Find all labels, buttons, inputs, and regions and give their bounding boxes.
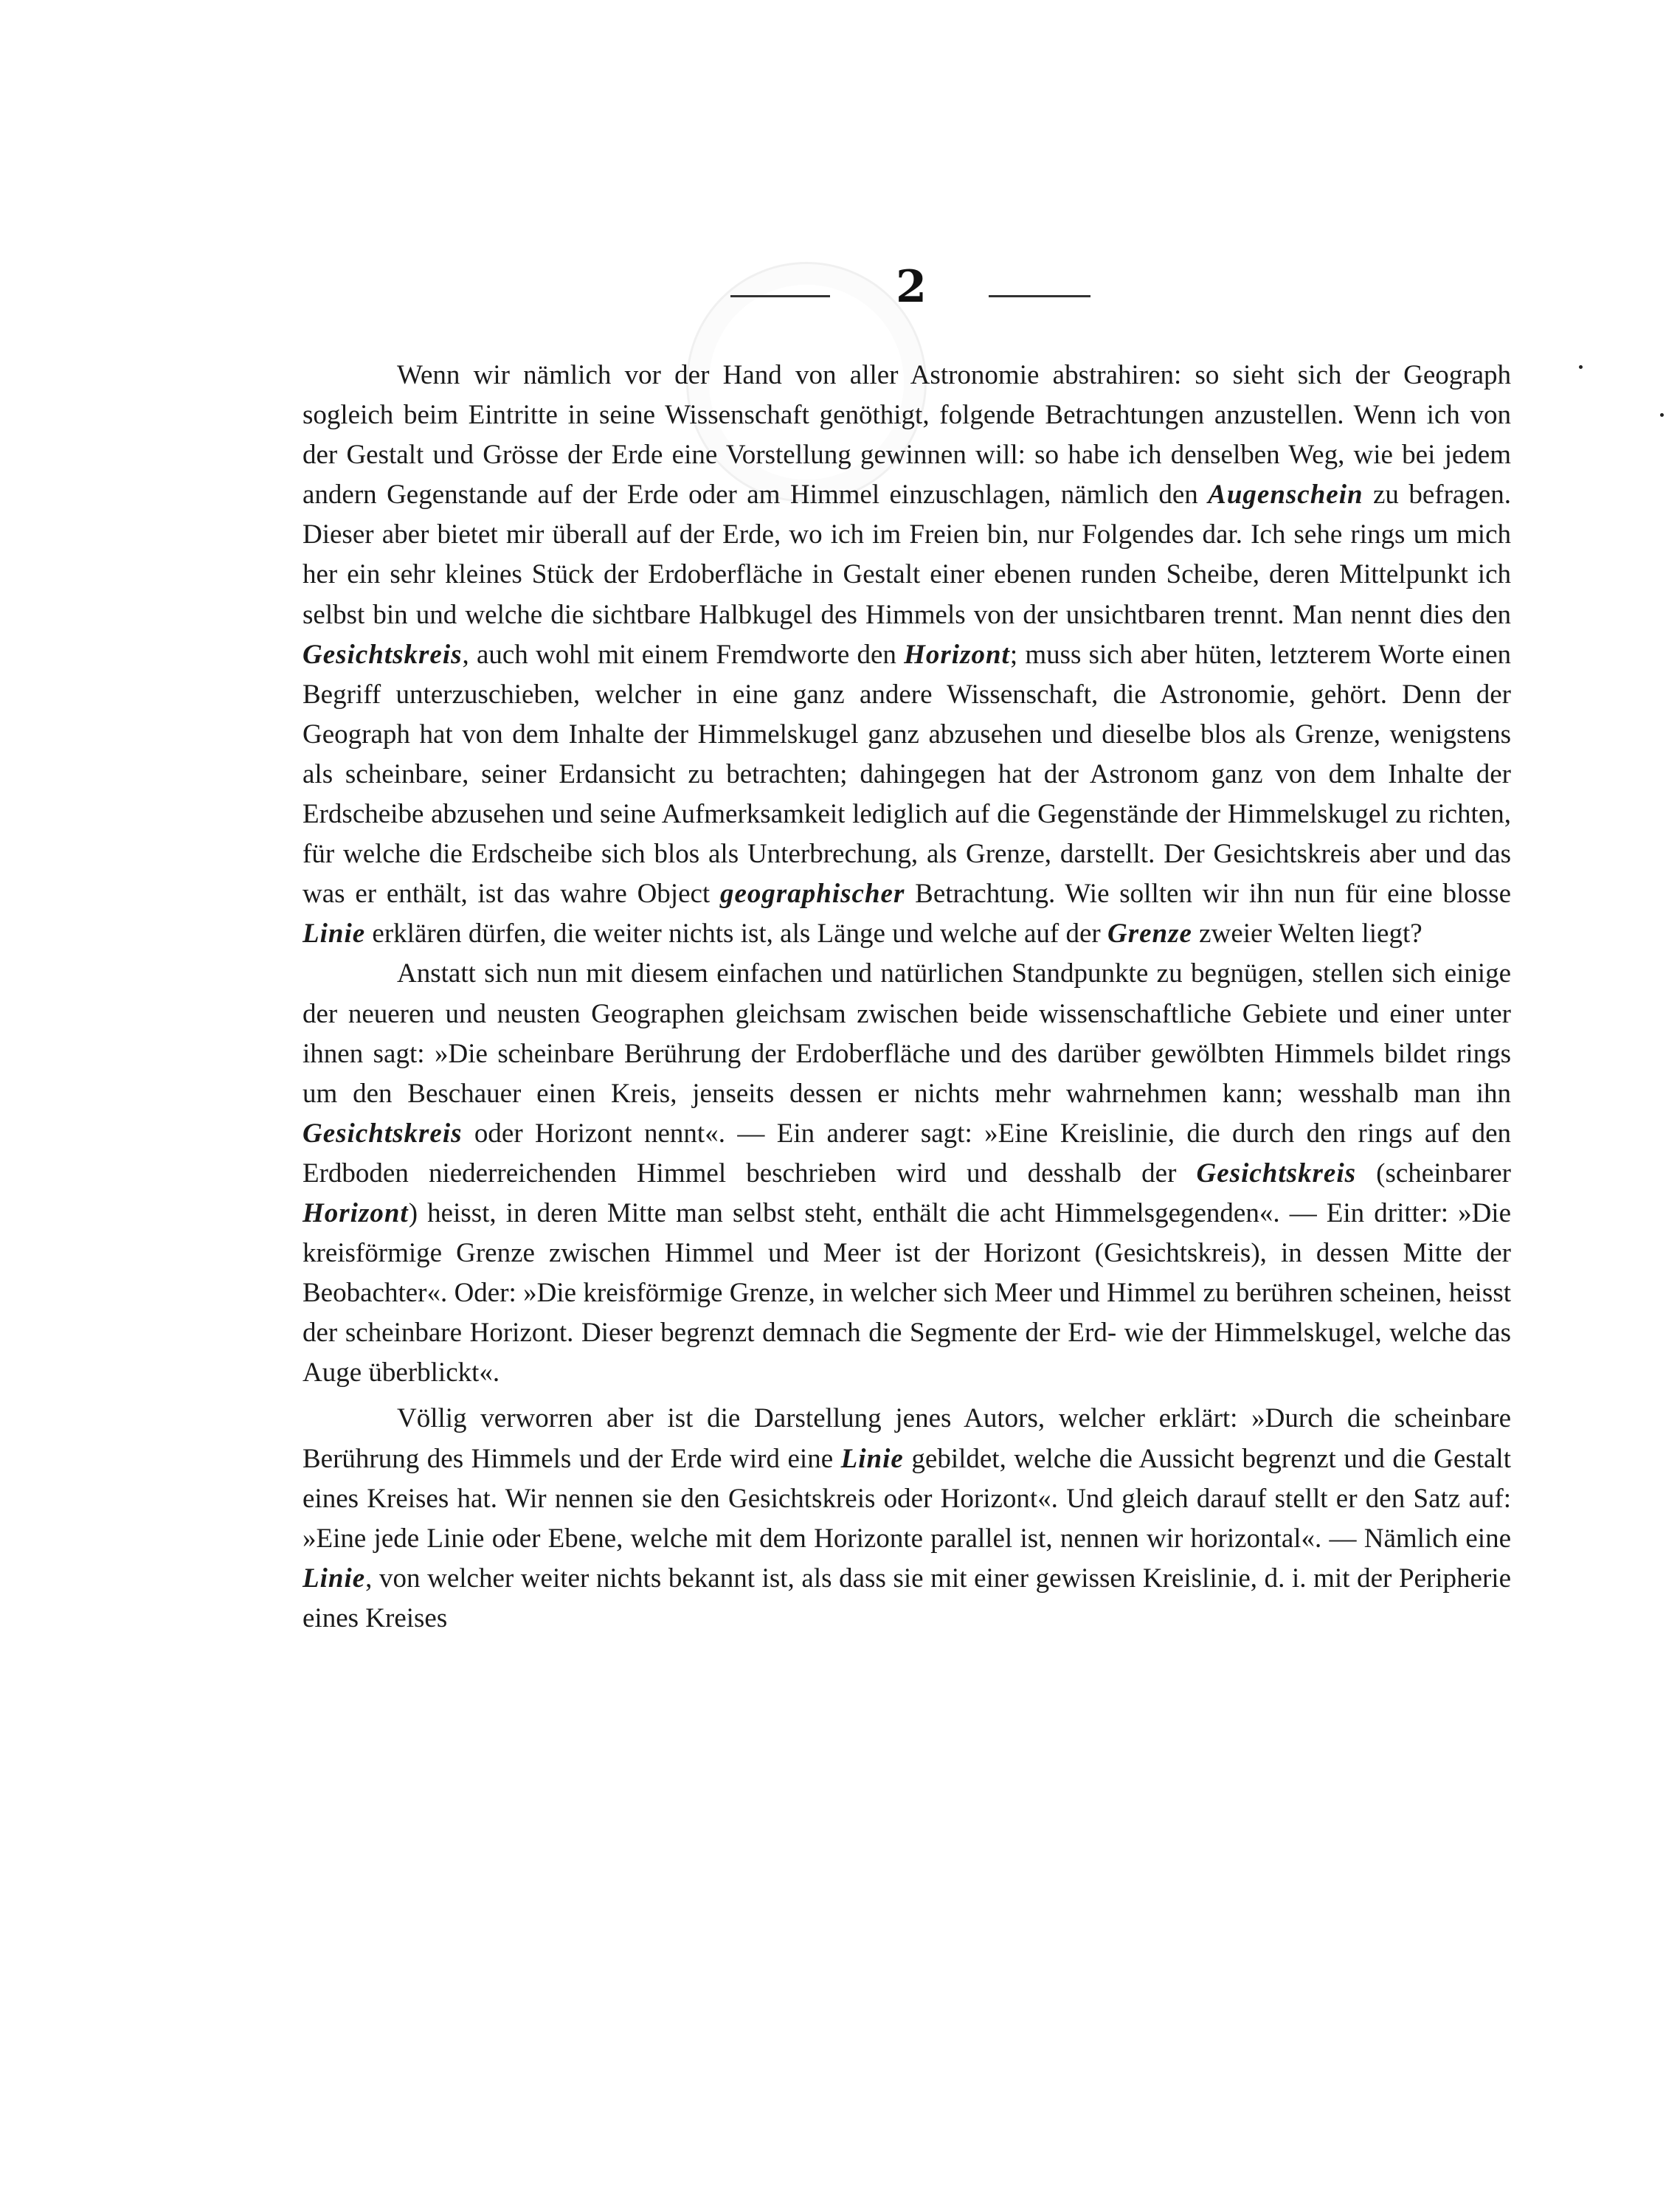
text-run: Anstatt sich nun mit diesem einfachen und natürlichen Standpunkte zu begnügen, stellen sich einige der neueren und neusten Geographen gleichsam zwischen beide wissenschaftliche Gebiete und einer unter ihnen sagt: »Die scheinbare Berührung der Erdoberfläche und des darüber gewölbten Himmels bildet rings um den Beschauer einen Kreis, jenseits dessen er nichts mehr wahrnehmen kann; wesshalb man ihn xyxy=(303,958,1511,1109)
text-run: gebildet, welche die Aussicht begrenzt und die Gestalt eines Kreises hat. Wir nennen sie den Gesichtskreis oder Horizont«. Und gleich darauf stellt er den Satz auf: »Eine jede Linie oder Ebene, welche mit dem Horizonte parallel ist, nennen wir horizontal«. — Nämlich eine xyxy=(303,1443,1511,1554)
text-run: zweier Welten liegt? xyxy=(1192,919,1423,949)
emphasized-term: Linie xyxy=(303,919,366,949)
emphasized-term: Horizont xyxy=(303,1197,409,1228)
text-run: oder Horizont nennt«. — Ein anderer sagt: »Eine Kreislinie, die durch den rings auf den Erdboden niederreichenden Himmel beschrieben wird und desshalb der xyxy=(303,1118,1511,1189)
text-run: , auch wohl mit einem Fremdworte den xyxy=(462,639,905,670)
emphasized-term: Linie xyxy=(840,1443,904,1474)
emphasized-term: geographischer xyxy=(719,879,905,910)
paragraph-1 xyxy=(303,356,1511,954)
text-run: ; muss sich aber hüten, letzterem Worte einen Begriff unterzuschieben, welcher in eine ganz andere Wissenschaft, die Astronomie, gehört. Denn der Geograph hat von dem Inhalte der Himmelskugel ganz abzusehen und dieselbe blos als Grenze, wenigstens als scheinbare, seiner Erdansicht zu betrachten; dahingegen hat der Astronom ganz von dem Inhalte der Erdscheibe abzusehen und seine Aufmerksamkeit lediglich auf die Gegenstände der Himmelskugel zu richten, für welche die Erdscheibe sich blos als Unterbrechung, als Grenze, darstellt. Der Gesichtskreis aber und das was er enthält, ist das wahre Object xyxy=(303,639,1511,910)
emphasized-term: Gesichtskreis xyxy=(1196,1158,1357,1189)
text-run: erklären dürfen, die weiter nichts ist, als Länge und welche auf der xyxy=(365,919,1107,949)
text-run: ) heisst, in deren Mitte man selbst steht, enthält die acht Himmelsgegenden«. — Ein dritter: »Die kreisförmige Grenze zwischen Himmel und Meer ist der Horizont (Gesichtskreis), in dessen Mitte der Beobachter«. Oder: »Die kreisförmige Grenze, in welcher sich Meer und Himmel zu berühren scheinen, heisst der scheinbare Horizont. Dieser begrenzt demnach die Segmente der Erd- wie der Himmelskugel, welche das Auge überblickt«. xyxy=(303,1197,1511,1388)
emphasized-term: Gesichtskreis xyxy=(303,639,463,670)
emphasized-term: Linie xyxy=(303,1563,366,1594)
header-rule-left xyxy=(730,295,830,297)
body-text xyxy=(303,356,1511,1639)
text-run: , von welcher weiter nichts bekannt ist, als dass sie mit einer gewissen Kreislinie, d. i. mit der Peripherie eines Kreises xyxy=(303,1563,1511,1633)
ink-speck xyxy=(1660,413,1664,417)
page-header xyxy=(0,261,1680,317)
emphasized-term: Gesichtskreis xyxy=(303,1118,463,1149)
ink-speck xyxy=(1579,365,1583,369)
text-run: Betrachtung. Wie sollten wir ihn nun für eine blosse xyxy=(905,879,1511,910)
text-run: zu befragen. Dieser aber bietet mir überall auf der Erde, wo ich im Freien bin, nur Folgendes dar. Ich sehe rings um mich her ein sehr kleines Stück der Erdoberfläche in Gestalt einer ebenen runden Scheibe, deren Mittelpunkt ich selbst bin und welche die sichtbare Halbkugel des Himmels von der unsichtbaren trennt. Man nennt dies den xyxy=(303,480,1511,630)
header-rule-right xyxy=(989,295,1090,297)
text-run: Völlig verworren aber ist die Darstellung jenes Autors, welcher erklärt: »Durch die scheinbare Berührung des Himmels und der Erde wird eine xyxy=(303,1403,1511,1474)
emphasized-term: Augenschein xyxy=(1208,480,1363,511)
text-run: Wenn wir nämlich vor der Hand von aller Astronomie abstrahiren: so sieht sich der Geograph sogleich beim Eintritte in seine Wissenschaft genöthigt, folgende Betrachtungen anzustellen. Wenn ich von der Gestalt und Grösse der Erde eine Vorstellung gewinnen will: so habe ich denselben Weg, wie bei jedem andern Gegenstande auf der Erde oder am Himmel einzuschlagen, nämlich den xyxy=(303,360,1511,511)
page-number: 2 xyxy=(896,261,927,313)
text-run: (scheinbarer xyxy=(1356,1158,1511,1189)
paragraph-2 xyxy=(303,954,1511,1393)
emphasized-term: Horizont xyxy=(904,639,1010,670)
paragraph-3 xyxy=(303,1399,1511,1639)
emphasized-term: Grenze xyxy=(1107,919,1192,949)
